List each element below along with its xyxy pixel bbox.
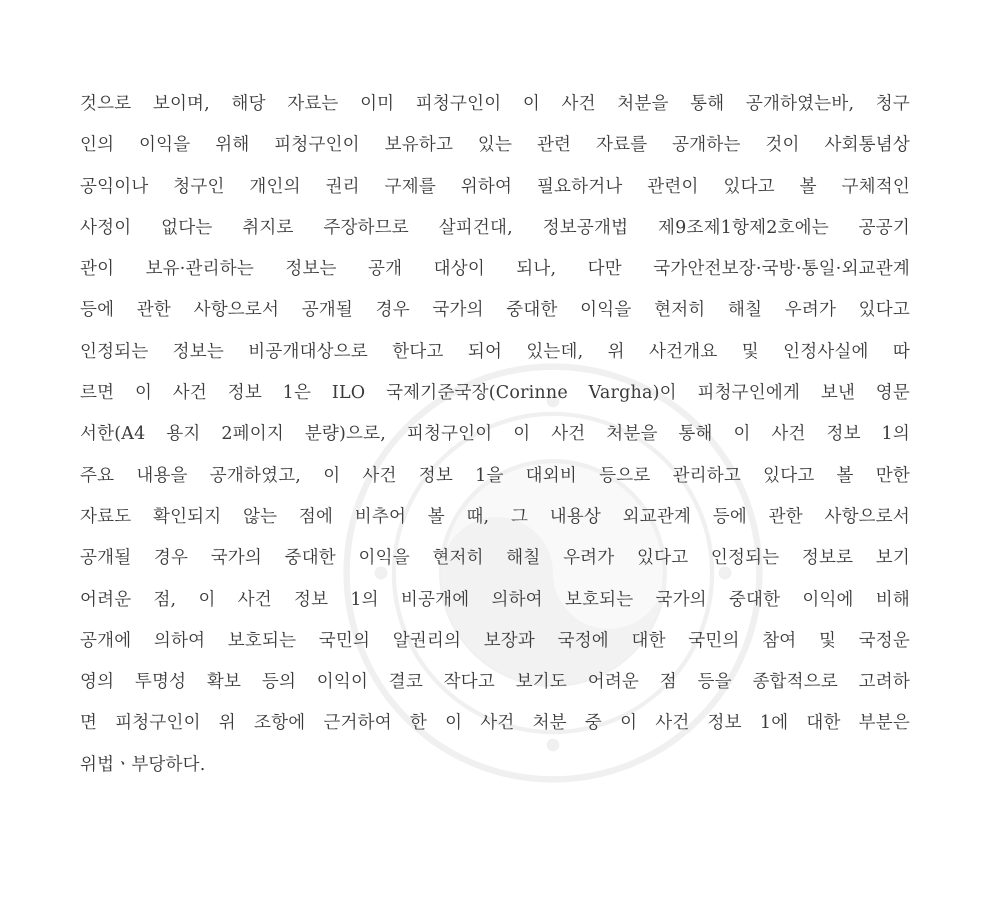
document-body [80,84,910,786]
text-line: 자료도 확인되지 않는 점에 비추어 볼 때, 그 내용상 외교관계 등에 관한 사항으로서 [80,506,910,527]
text-line: 르면 이 사건 정보 1은 ILO 국제기준국장(Corinne Vargha)이 피청구인에게 보낸 영문 [80,383,910,404]
text-line: 공익이나 청구인 개인의 권리 구제를 위하여 필요하거나 관련이 있다고 볼 구체적인 [80,176,910,197]
text-line: 주요 내용을 공개하였고, 이 사건 정보 1을 대외비 등으로 관리하고 있다고 볼 만한 [80,465,910,486]
text-line: 관이 보유·관리하는 정보는 공개 대상이 되나, 다만 국가안전보장·국방·통일·외교관계 [80,259,910,280]
text-line: 공개될 경우 국가의 중대한 이익을 현저히 해칠 우려가 있다고 인정되는 정보로 보기 [80,548,910,569]
text-line: 것으로 보이며, 해당 자료는 이미 피청구인이 이 사건 처분을 통해 공개하였는바, 청구 [80,94,910,114]
text-line: 영의 투명성 확보 등의 이익이 결코 작다고 보기도 어려운 점 등을 종합적으로 고려하 [80,672,910,693]
text-line: 사정이 없다는 취지로 주장하므로 살피건대, 정보공개법 제9조제1항제2호에는 공공기 [80,217,910,238]
text-line: 인의 이익을 위해 피청구인이 보유하고 있는 관련 자료를 공개하는 것이 사회통념상 [80,135,910,156]
text-line: 면 피청구인이 위 조항에 근거하여 한 이 사건 처분 중 이 사건 정보 1에 대한 부분은 [80,713,910,734]
text-line: 인정되는 정보는 비공개대상으로 한다고 되어 있는데, 위 사건개요 및 인정사실에 따 [80,341,910,362]
text-line: 등에 관한 사항으로서 공개될 경우 국가의 중대한 이익을 현저히 해칠 우려가 있다고 [80,300,910,321]
text-line: 공개에 의하여 보호되는 국민의 알권리의 보장과 국정에 대한 국민의 참여 및 국정운 [80,630,910,651]
text-line-final: 위법ㆍ부당하다. [80,754,206,775]
text-line: 어려운 점, 이 사건 정보 1의 비공개에 의하여 보호되는 국가의 중대한 이익에 비해 [80,589,910,610]
text-line: 서한(A4 용지 2페이지 분량)으로, 피청구인이 이 사건 처분을 통해 이 사건 정보 1의 [80,424,910,445]
